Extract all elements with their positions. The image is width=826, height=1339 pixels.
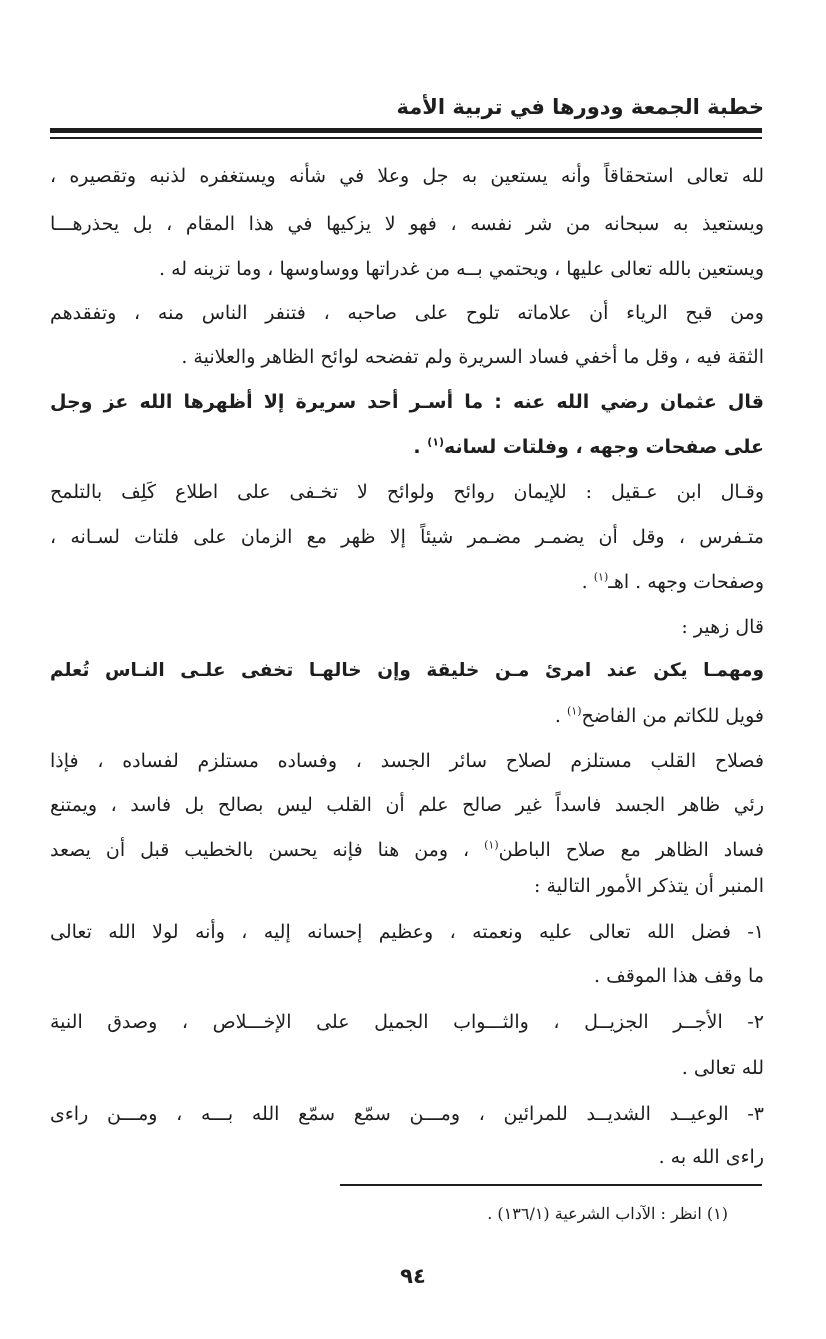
- body-line-4: ومن قبح الرياء أن علاماته تلوح على صاحبه ، فتنفر الناس منه ، وتفقدهم: [50, 302, 764, 324]
- poem-verse: ومهمـا يكن عند امرئ مـن خليقة وإن خالهـا تخفى علـى النـاس تُعلم: [50, 660, 764, 681]
- body-line-5: الثقة فيه ، وقل ما أخفي فساد السريرة ولم تفضحه لوائح الظاهر والعلانية .: [181, 346, 764, 368]
- body-line-2: ويستعيذ به سبحانه من شر نفسه ، فهو لا يزكيها في هذا المقام ، بل يحذرهـــا: [50, 213, 764, 235]
- body-line-10: وصفحات وجهه . اهـ$^{(١)}$ .: [581, 570, 764, 593]
- body-line-8: وقـال ابن عـقيل : للإيمان روائح ولوائح لا تخـفى على اطلاع كَلِف بالتلمح: [50, 481, 764, 503]
- list-item-1-line-1: ١- فضل الله تعالى عليه ونعمته ، وعظيم إحسانه إليه ، وأنه لولا الله تعالى: [50, 921, 764, 943]
- body-line-17: المنبر أن يتذكر الأمور التالية :: [534, 875, 764, 897]
- page-number: ٩٤: [400, 1264, 426, 1288]
- list-item-1-line-2: ما وقف هذا الموقف .: [594, 965, 764, 987]
- footnote-ref: (١): [484, 838, 499, 852]
- body-line-9: متـفرس ، وقل أن يضمـر مضـمر شيئاً إلا ظهر مع الزمان على فلتات لسـانه ،: [50, 526, 764, 548]
- footnote-ref: (١): [427, 435, 444, 449]
- quote-uthman-line-2: على صفحات وجهه ، وفلتات لسانه$^{(١)}$ .: [413, 435, 764, 458]
- body-line-3: ويستعين بالله تعالى عليها ، ويحتمي بــه من غدراتها ووساوسها ، وما تزينه له .: [158, 258, 764, 280]
- quote-uthman-line-1: قال عثمان رضي الله عنه : ما أسـر أحد سريرة إلا أظهرها الله عز وجل: [50, 391, 764, 413]
- footnote-ref: (١): [593, 570, 609, 584]
- list-item-3-line-2: راءى الله به .: [658, 1146, 764, 1168]
- header-rule-thin: [50, 137, 762, 139]
- body-line-13: فويل للكاتم من الفاضح$^{(١)}$ .: [554, 704, 764, 727]
- footnote: (١) انظر : الآداب الشرعية (١٣٦/١) .: [487, 1204, 728, 1223]
- quote-uthman-text: على صفحات وجهه ، وفلتات لسانه: [443, 436, 764, 458]
- body-line-15: رئي ظاهر الجسد فاسداً غير صالح علم أن القلب ليس بصالح بل فاسد ، ويمتنع: [50, 794, 764, 816]
- body-line-16: فساد الظاهر مع صلاح الباطن$^{(١)}$ ، ومن هنا فإنه يحسن بالخطيب قبل أن يصعد: [50, 838, 764, 861]
- body-line-14: فصلاح القلب مستلزم لصلاح سائر الجسد ، وفساده مستلزم لفساده ، فإذا: [50, 750, 764, 772]
- list-item-2-line-2: لله تعالى .: [681, 1057, 764, 1079]
- list-item-3-line-1: ٣- الوعيــد الشديــد للمرائين ، ومـــن سمّع سمّع الله بـــه ، ومـــن راءى: [50, 1103, 764, 1125]
- footnote-separator: [340, 1184, 762, 1186]
- list-item-2-line-1: ٢- الأجــر الجزيــل ، والثـــواب الجميل على الإخـــلاص ، وصدق النية: [50, 1011, 764, 1033]
- header-rule-thick: [50, 128, 762, 133]
- poet-intro: قال زهير :: [681, 616, 764, 638]
- body-line-1: لله تعالى استحقاقاً وأنه يستعين به جل وعلا في شأنه ويستغفره لذنبه وتقصيره ،: [50, 165, 764, 187]
- running-header-title: خطبة الجمعة ودورها في تربية الأمة: [396, 95, 764, 119]
- footnote-ref: (١): [566, 704, 582, 718]
